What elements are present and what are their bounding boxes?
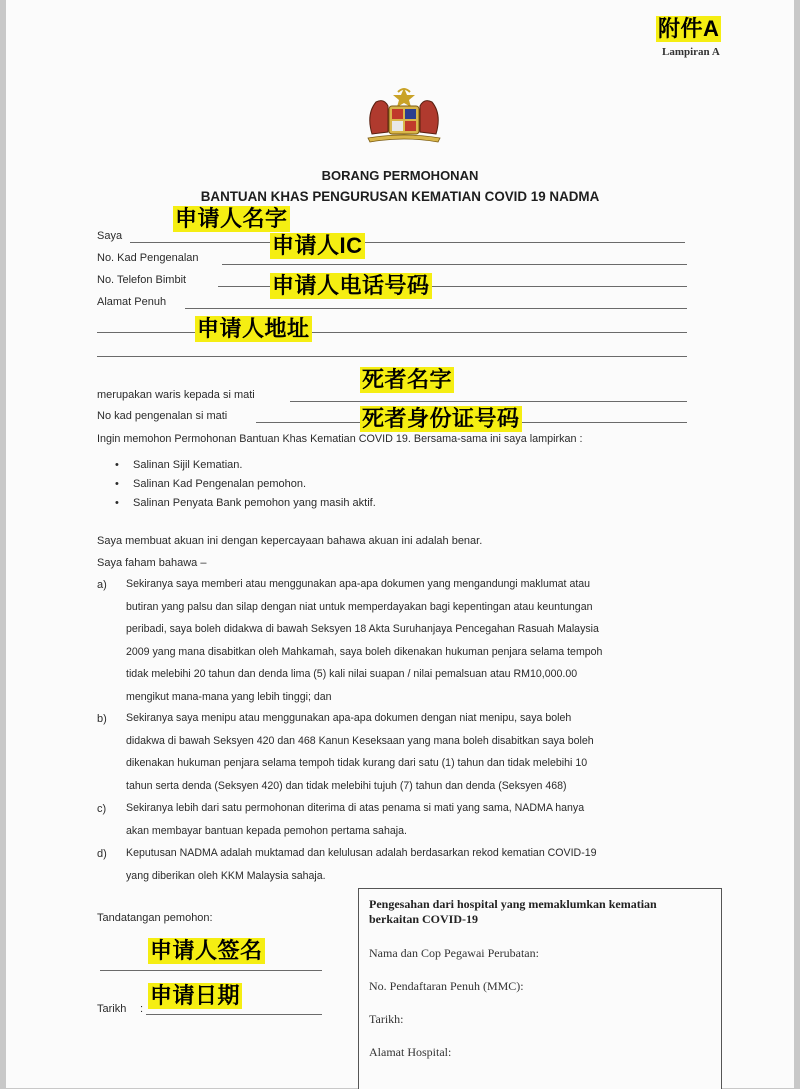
annotation-signature: 申请人签名 [150, 938, 263, 963]
hospital-date-label: Tarikh: [369, 1012, 404, 1026]
coat-of-arms-icon [358, 84, 450, 146]
alamat-line-3[interactable] [97, 356, 687, 357]
kad-pengenalan-label: No. Kad Pengenalan [97, 252, 199, 264]
kad-pengenalan-line[interactable] [222, 264, 687, 265]
alamat-line-2[interactable] [97, 332, 687, 333]
waris-line[interactable] [290, 401, 687, 402]
clause-c: Sekiranya lebih dari satu permohonan diterima di atas penama si mati yang sama, NADMA hanya akan membayar bantuan kepada pemohon pertama sahaja. [126, 802, 585, 837]
hospital-box-title-2: berkaitan COVID-19 [369, 912, 479, 926]
clause-label: d) [97, 848, 107, 860]
saya-line[interactable] [130, 242, 685, 243]
hospital-address-label: Alamat Hospital: [369, 1045, 452, 1059]
clause-label: b) [97, 713, 107, 725]
form-title-line2: BANTUAN KHAS PENGURUSAN KEMATIAN COVID 19 NADMA [200, 189, 600, 204]
alamat-label: Alamat Penuh [97, 296, 167, 308]
clause-b: Sekiranya saya menipu atau menggunakan apa-apa dokumen dengan niat menipu, saya boleh didakwa di bawah Seksyen 420 dan 468 Kanun Keseksaan yang mana boleh disabitkan saya boleh dikenakan hukuman penjara selama tempoh tidak kurang dari satu (1) tahun dan tidak melebihi 10 tahun serta denda (Seksyen 420) dan tidak melebihi tujuh (7) tahun dan denda (Seksyen 468) [126, 712, 594, 792]
intro-text: Ingin memohon Permohonan Bantuan Khas Kematian COVID 19. Bersama-sama ini saya lampirkan : [97, 433, 583, 445]
attachment-item: • Salinan Kad Pengenalan pemohon. [133, 478, 306, 490]
alamat-line-1[interactable] [185, 308, 687, 309]
clause-a: Sekiranya saya memberi atau menggunakan apa-apa dokumen yang mengandungi maklumat atau butiran yang palsu dan silap dengan niat untuk memperdayakan bagi kepentingan atau keuntungan peribadi, saya boleh didakwa di bawah Seksyen 18 Akta Suruhanjaya Pencegahan Rasuah Malaysia 2009 yang mana disabitkan oleh Mahkamah, saya boleh dikenakan hukuman penjara selama tempoh tidak melebihi 20 tahun dan denda lima (5) kali nilai suapan / nilai pemalsuan atau RM10,000.00 mengikut mana-mana yang lebih tinggi; dan [126, 578, 603, 703]
telefon-label: No. Telefon Bimbit [97, 274, 187, 286]
signature-label: Tandatangan pemohon: [97, 912, 213, 924]
annotation-applicant-ic: 申请人IC [272, 233, 363, 258]
annotation-applicant-phone: 申请人电话号码 [272, 273, 430, 298]
mmc-field-label: No. Pendaftaran Penuh (MMC): [369, 979, 524, 993]
hospital-box-title: Pengesahan dari hospital yang memaklumkan kematian [369, 897, 657, 911]
annex-annotation: 附件A [658, 16, 720, 41]
attachment-item: • Salinan Sijil Kematian. [133, 459, 242, 471]
officer-field-label: Nama dan Cop Pegawai Perubatan: [369, 946, 539, 960]
date-label: Tarikh [97, 1003, 127, 1015]
kad-mati-label: No kad pengenalan si mati [97, 410, 228, 422]
annotation-applicant-name: 申请人名字 [175, 206, 288, 231]
form-title-line1: BORANG PERMOHONAN [321, 168, 479, 183]
declaration-text: Saya membuat akuan ini dengan kepercayaan bahawa akuan ini adalah benar. [97, 535, 483, 547]
clause-label: c) [97, 803, 107, 815]
understand-text: Saya faham bahawa – [97, 557, 207, 569]
clause-label: a) [97, 579, 107, 591]
annex-label: Lampiran A [662, 46, 720, 58]
date-line[interactable] [146, 1014, 322, 1015]
saya-label: Saya [97, 230, 123, 242]
annotation-applicant-address: 申请人地址 [197, 316, 310, 341]
waris-label: merupakan waris kepada si mati [97, 389, 255, 401]
annotation-deceased-id: 死者身份证号码 [362, 406, 520, 431]
attachment-item: • Salinan Penyata Bank pemohon yang masih aktif. [133, 497, 376, 509]
clause-d: Keputusan NADMA adalah muktamad dan kelulusan adalah berdasarkan rekod kematian COVID-19 yang diberikan oleh KKM Malaysia sahaja. [126, 847, 597, 882]
annotation-deceased-name: 死者名字 [362, 367, 453, 392]
signature-line[interactable] [100, 970, 322, 971]
hospital-confirmation-box [358, 888, 722, 1089]
annotation-date: 申请日期 [150, 983, 241, 1008]
